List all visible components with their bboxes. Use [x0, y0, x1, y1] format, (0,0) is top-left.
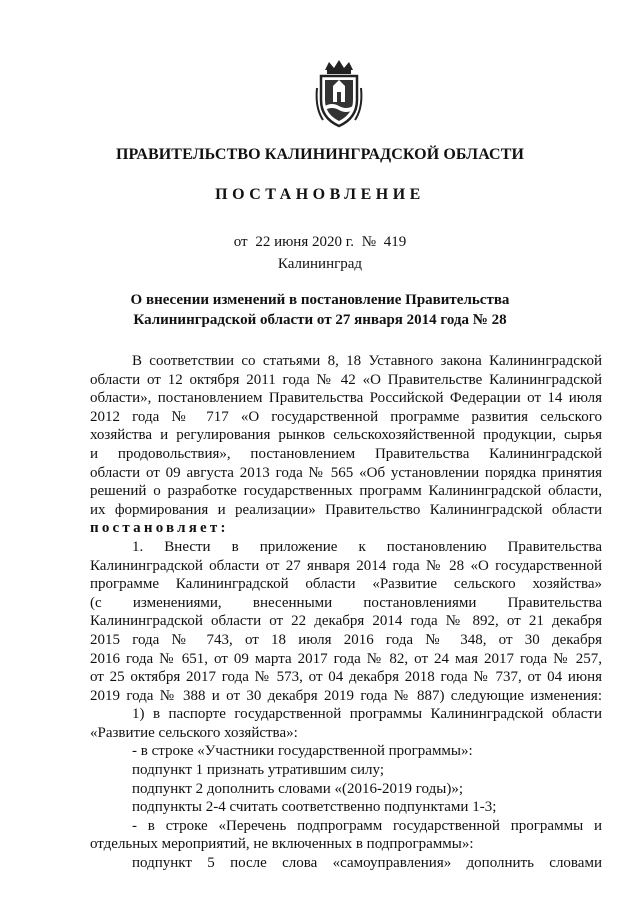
city: Калининград: [277, 256, 363, 272]
date-number-line: [0, 234, 640, 251]
item1-line: 1. Внести в приложение к постановлению Правительства: [132, 538, 602, 555]
document-number: 419: [383, 234, 407, 250]
body-line: области», постановлением Правительства Российской Федерации от 14 июля: [90, 390, 602, 407]
item1-line: программе Калининградской области «Развитие сельского хозяйства»: [90, 576, 602, 593]
row-line: подпункт 2 дополнить словами «(2016-2019 годы)»;: [132, 780, 463, 797]
document-type: ПОСТАНОВЛЕНИЕ: [215, 186, 425, 203]
item1-line: 2016 года № 651, от 09 марта 2017 года № 82, от 24 мая 2017 года № 257,: [90, 650, 602, 667]
date-prefix: от: [233, 234, 248, 250]
body-line: В соответствии со статьями 8, 18 Уставного закона Калининградской: [132, 353, 602, 369]
body-line: хозяйства и регулирования рынков сельскохозяйственной продукции, сырья: [90, 427, 602, 444]
sub1-line: 1) в паспорте государственной программы Калининградской области: [132, 706, 602, 723]
resolves-line: [90, 519, 602, 538]
body-line: области от 12 октября 2011 года № 42 «О Правительстве Калининградской: [90, 371, 602, 388]
row-line: подпункты 2-4 считать соответственно подпунктами 1-3;: [132, 799, 497, 816]
row-line: - в строке «Участники государственной программы»:: [132, 743, 473, 760]
item1-line: (с изменениями, внесенными постановлениями Правительства: [90, 594, 602, 611]
body-line: решений о разработке государственных программ Калининградской области,: [90, 483, 602, 500]
subject-line: Калининградской области от 27 января 2014 года № 28: [133, 312, 507, 328]
row-line: подпункт 5 после слова «самоуправления» дополнить словами: [132, 855, 602, 872]
row-line: подпункт 1 признать утратившим силу;: [132, 762, 384, 779]
item1-line: Калининградской области от 22 декабря 2014 года № 892, от 21 декабря: [90, 613, 602, 630]
sub1-line: «Развитие сельского хозяйства»:: [90, 724, 298, 741]
document-body: [90, 352, 602, 873]
item1-line: от 25 октября 2017 года № 573, от 04 декабря 2018 года № 737, от 04 июня: [90, 669, 602, 686]
coat-of-arms-icon: [315, 58, 363, 130]
body-line: их формирования и реализации» Правительство Калининградской области: [90, 501, 602, 518]
row-line: отдельных мероприятий, не включенных в подпрограммы»:: [90, 836, 474, 853]
item1-line: 2019 года № 388 и от 30 декабря 2019 года № 887) следующие изменения:: [90, 687, 602, 704]
resolves-word: постановляет:: [90, 520, 229, 537]
body-line: 2012 года № 717 «О государственной программе развития сельского: [90, 408, 602, 425]
item1-line: Калининградской области от 27 января 2014 года № 28 «О государственной: [90, 557, 602, 574]
government-name: ПРАВИТЕЛЬСТВО КАЛИНИНГРАДСКОЙ ОБЛАСТИ: [115, 146, 525, 163]
document-subject: [0, 290, 640, 330]
row-line: - в строке «Перечень подпрограмм государственной программы и: [132, 817, 602, 834]
body-line: и продовольствия», постановлением Правительства Калининградской: [90, 445, 602, 462]
document-date: 22 июня 2020 г.: [255, 234, 354, 250]
item1-line: 2015 года № 743, от 18 июля 2016 года № 348, от 30 декабря: [90, 631, 602, 648]
subject-line: О внесении изменений в постановление Правительства: [130, 292, 510, 308]
body-line: области от 09 августа 2013 года № 565 «Об установлении порядка принятия: [90, 464, 602, 481]
number-sign: №: [361, 234, 377, 250]
